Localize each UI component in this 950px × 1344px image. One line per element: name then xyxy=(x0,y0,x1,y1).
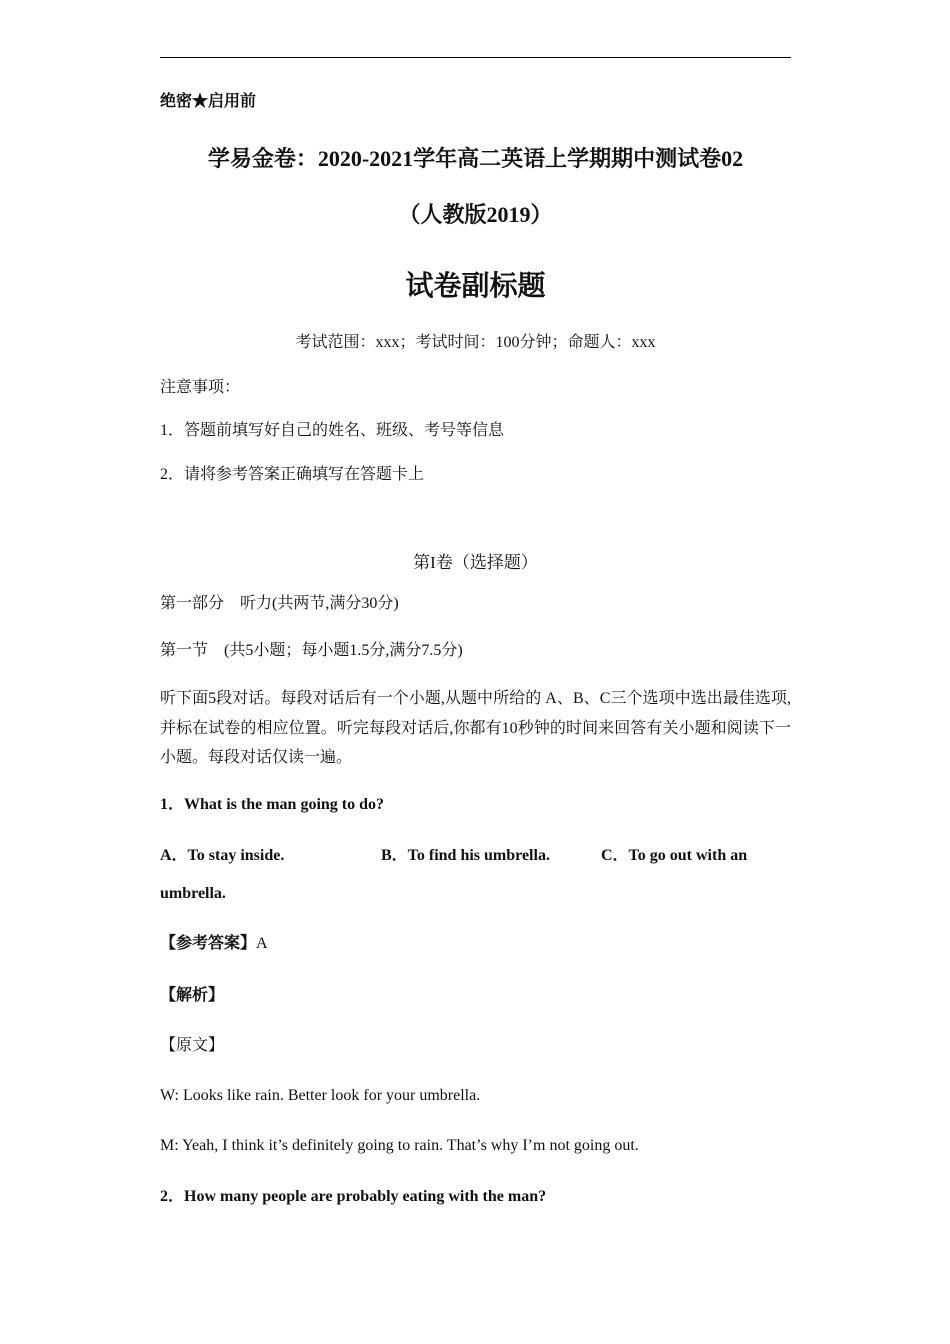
notice-item: 2．请将参考答案正确填写在答题卡上 xyxy=(160,466,425,483)
answer-row xyxy=(160,934,268,954)
transcript-line: W: Looks like rain. Better look for your umbrella. xyxy=(160,1087,481,1104)
transcript-line: M: Yeah, I think it’s definitely going to rain. That’s why I’m not going out. xyxy=(160,1137,639,1154)
volume-title: 第I卷（选择题） xyxy=(413,553,538,572)
confidential-mark: 绝密★启用前 xyxy=(160,93,257,110)
page-title-line1: 学易金卷：2020-2021学年高二英语上学期期中测试卷02 xyxy=(207,146,744,171)
option-a: A．To stay inside. xyxy=(160,847,285,864)
option-c: C．To go out with an xyxy=(601,847,748,864)
answer-value: A xyxy=(256,935,268,952)
part-title: 第一部分 听力(共两节,满分30分) xyxy=(160,595,399,612)
header-rule xyxy=(160,57,791,58)
analysis-label: 【解析】 xyxy=(160,987,225,1004)
notice-item: 1．答题前填写好自己的姓名、班级、考号等信息 xyxy=(160,422,505,439)
exam-info: 考试范围：xxx；考试时间：100分钟；命题人：xxx xyxy=(295,334,656,351)
question-stem: 2．How many people are probably eating with the man? xyxy=(160,1188,547,1205)
page-title-line2: （人教版2019） xyxy=(398,202,553,227)
notice-heading: 注意事项： xyxy=(160,379,241,396)
original-text-label: 【原文】 xyxy=(160,1037,225,1054)
option-b: B．To find his umbrella. xyxy=(381,847,550,864)
listening-instructions: 听下面5段对话。每段对话后有一个小题,从题中所给的 A、B、C三个选项中选出最佳选项,并标在试卷的相应位置。听完每段对话后,你都有10秒钟的时间来回答有关小题和阅读下一小题。每段对话仅读一遍。 xyxy=(160,690,791,766)
option-c-continued: umbrella. xyxy=(160,885,226,902)
section-title: 第一节 (共5小题；每小题1.5分,满分7.5分) xyxy=(160,642,463,659)
question-stem: 1．What is the man going to do? xyxy=(160,796,385,813)
answer-label: 【参考答案】 xyxy=(160,935,257,952)
page-subtitle: 试卷副标题 xyxy=(405,271,546,302)
